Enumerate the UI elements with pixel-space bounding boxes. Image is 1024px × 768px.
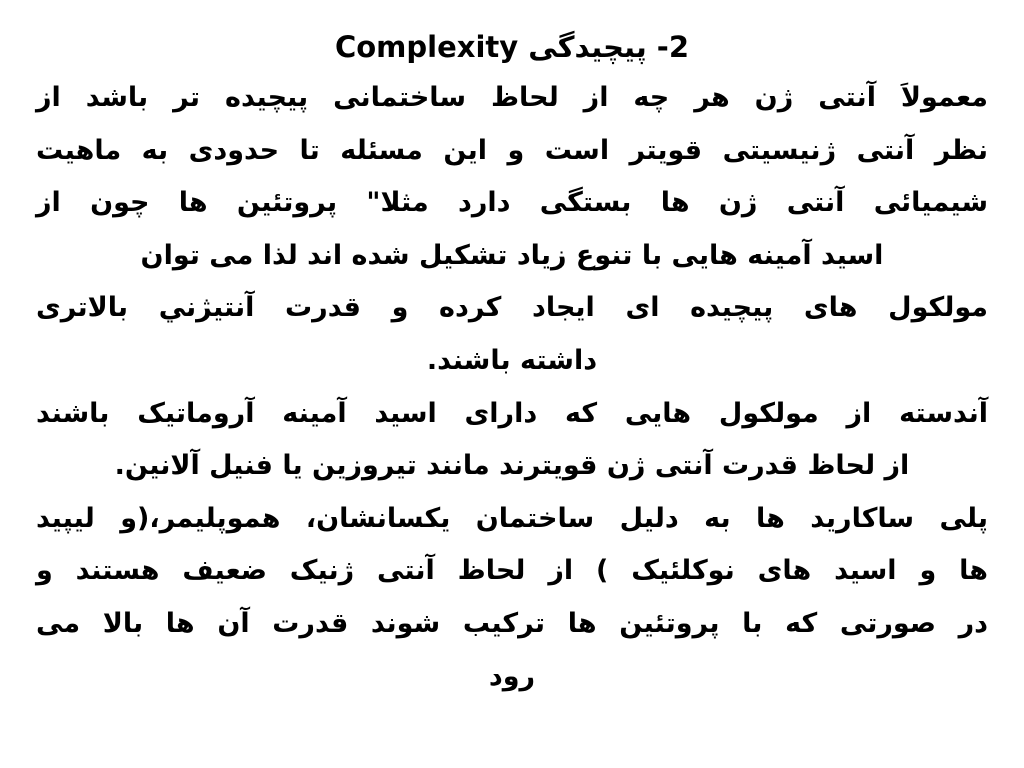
text-line: داشته باشند. [426, 344, 598, 376]
text-line: از لحاظ قدرت آنتی ژن قویترند مانند تیروزین یا فنیل آلانین. [114, 450, 910, 482]
paragraph-complexity-intro [36, 72, 988, 388]
text-line: شیمیائی آنتی ژن ها بستگی دارد مثلا" پروتئین ها چون از [36, 187, 988, 219]
text-line: آندسته از مولکول هایی که دارای اسید آمینه آروماتیک باشند [36, 397, 988, 429]
text-line: نظر آنتی ژنیسیتی قویتر است و این مسئله تا حدودی به ماهیت [36, 134, 988, 166]
text-line: ها و اسید های نوکلئیک ) از لحاظ آنتی ژنیک ضعیف هستند و [36, 555, 988, 587]
slide-title: 2- پیچیدگی Complexity [334, 30, 690, 64]
text-line: معمولاَ آنتی ژن هر چه از لحاظ ساختمانی پیچیده تر باشد از [36, 82, 988, 113]
text-line: پلی ساکارید ها به دلیل ساختمان یکسانشان، هموپلیمر،(و لیپید [36, 502, 988, 534]
text-line: در صورتی که با پروتئین ها ترکیب شوند قدرت آن ها بالا می [36, 607, 988, 639]
text-line: رود [488, 660, 536, 692]
text-line: مولکول های پیچیده ای ایجاد کرده و قدرت آنتيژني بالاتری [36, 292, 988, 324]
text-line: اسید آمینه هایی با تنوع زیاد تشکیل شده اند لذا می توان [140, 239, 884, 271]
paragraph-polysaccharides [36, 493, 988, 703]
slide-content [36, 22, 988, 703]
paragraph-aromatic-amino-acids [36, 388, 988, 493]
